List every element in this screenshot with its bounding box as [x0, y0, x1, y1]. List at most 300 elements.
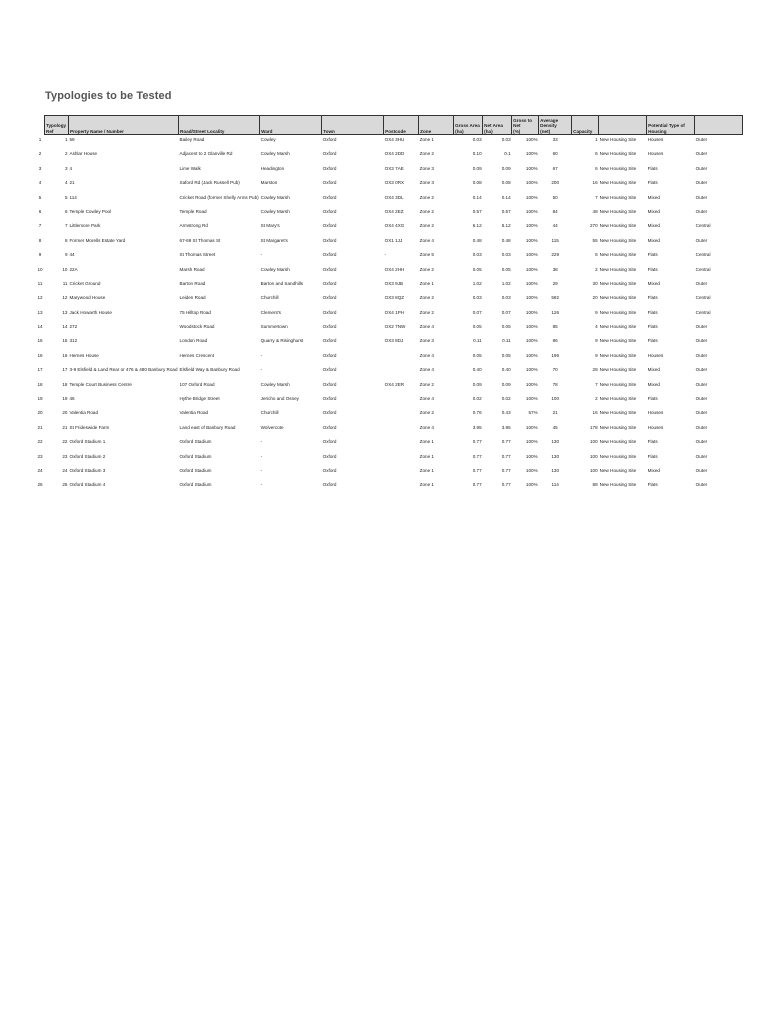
cell-average-density: 115 [551, 237, 559, 243]
cell-average-density: 84 [552, 208, 558, 214]
cell-typology-ref: 5 [64, 194, 68, 200]
cell-road-street: Adjacent to 2 Glanville Rd [179, 151, 233, 157]
cell-town: Oxford [322, 223, 337, 229]
cell-gross-area: 0.40 [472, 367, 482, 373]
cell-zone: Zone 2 [419, 194, 434, 200]
cell-gross-to-net: 100% [525, 165, 538, 171]
cell-ward: Cowley Marsh [260, 266, 290, 272]
cell-gross-to-net: 100% [525, 338, 538, 344]
cell-town: Oxford [322, 165, 337, 171]
cell-ward: Churchill [260, 410, 279, 416]
cell-net-area: 3.95 [501, 424, 511, 430]
cell-ward: - [260, 439, 263, 445]
cell-ward: - [260, 453, 263, 459]
cell-gross-to-net: 100% [525, 223, 538, 229]
cell-capacity: 100 [590, 439, 598, 445]
cell-road-street: Armstrong Rd [179, 223, 208, 229]
cell-road-street: Cricket Road (former Shelly Arms Pub) [179, 194, 259, 200]
cell-ward: Barton and Sandhills [260, 280, 304, 286]
cell-average-density: 130 [551, 439, 559, 445]
cell-ward: - [260, 367, 263, 373]
cell-site-type: New Housing Site [599, 180, 637, 186]
col-property-name-header: Property Name / Number [69, 116, 179, 135]
col-town-header: Town [322, 116, 384, 135]
cell-average-density: 196 [551, 352, 559, 358]
col-net-area-header: Net Area (ha) [483, 116, 512, 135]
cell-property-name: 44 [69, 252, 75, 258]
cell-property-name: Marywood House [69, 295, 106, 301]
cell-gross-to-net: 100% [525, 381, 538, 387]
cell-gross-area: 0.10 [472, 151, 482, 157]
table-row [45, 236, 743, 250]
cell-property-name: Oxford Stadium 4 [69, 482, 106, 488]
cell-gross-to-net: 100% [525, 309, 538, 315]
cell-town: Oxford [322, 280, 337, 286]
cell-gross-to-net: 100% [525, 280, 538, 286]
table-row [45, 480, 743, 494]
cell-net-area: 0.03 [501, 295, 511, 301]
cell-net-area: 0.77 [501, 467, 511, 473]
cell-average-density: 86 [552, 338, 558, 344]
col-zone-header: Zone [419, 116, 454, 135]
cell-average-density: 126 [551, 309, 559, 315]
table-row [45, 193, 743, 207]
cell-average-density: 38 [552, 266, 558, 272]
cell-site-type: New Housing Site [599, 137, 637, 142]
cell-zone: Zone 2 [419, 208, 434, 214]
typologies-table [44, 115, 743, 495]
cell-average-density: 130 [551, 467, 559, 473]
cell-road-street: Temple Road [179, 208, 207, 214]
table-body [45, 135, 743, 495]
cell-capacity: 28 [592, 367, 598, 373]
cell-zone: Zone 1 [419, 137, 434, 142]
cell-net-area: 1.02 [501, 280, 511, 286]
cell-potential-type: Mixed [647, 194, 660, 200]
cell-ward: - [260, 482, 263, 488]
cell-property-name: 21 [69, 180, 75, 186]
cell-town: Oxford [322, 295, 337, 301]
row-number: 24 [37, 467, 43, 473]
cell-zone: Zone 2 [419, 309, 434, 315]
cell-potential-type: Flats [647, 295, 658, 301]
cell-site-type: New Housing Site [599, 367, 637, 373]
cell-postcode: - [384, 252, 387, 258]
cell-net-area: 0.09 [501, 165, 511, 171]
cell-potential-type: Houses [647, 424, 664, 430]
cell-average-density: 50 [552, 194, 558, 200]
cell-average-density: 45 [552, 424, 558, 430]
cell-net-area: 0.05 [501, 324, 511, 330]
cell-town: Oxford [322, 309, 337, 315]
cell-ward: Clement's [260, 309, 281, 315]
cell-town: Oxford [322, 180, 337, 186]
cell-capacity: 55 [592, 237, 598, 243]
cell-site-type: New Housing Site [599, 396, 637, 402]
row-number: 21 [37, 424, 43, 430]
cell-zone: Zone 3 [419, 180, 434, 186]
col-average-density-header: Average Density (net) [539, 116, 572, 135]
table-row [45, 221, 743, 235]
cell-property-name: 312 [69, 338, 78, 344]
cell-net-area: 0.05 [501, 266, 511, 272]
col-ward-header: Ward [260, 116, 322, 135]
cell-postcode: OX3 9JB [384, 280, 404, 286]
cell-typology-ref: 11 [62, 280, 68, 286]
cell-zone: Zone 4 [419, 237, 434, 243]
cell-gross-area: 0.76 [472, 410, 482, 416]
cell-site-type: New Housing Site [599, 467, 637, 473]
cell-location: Central [695, 309, 711, 315]
cell-capacity: 16 [592, 180, 598, 186]
cell-gross-area: 0.02 [472, 396, 482, 402]
cell-capacity: 9 [595, 352, 598, 358]
cell-average-density: 67 [552, 165, 558, 171]
table-row [45, 408, 743, 422]
table-row [45, 149, 743, 163]
cell-average-density: 200 [551, 180, 559, 186]
cell-road-street: Oxford Stadium [179, 453, 212, 459]
cell-postcode: OX3 7AE [384, 165, 404, 171]
cell-potential-type: Flats [647, 396, 658, 402]
cell-gross-to-net: 100% [525, 482, 538, 488]
cell-location: Outer [695, 482, 708, 488]
cell-town: Oxford [322, 151, 337, 157]
table-row [45, 250, 743, 264]
cell-town: Oxford [322, 424, 337, 430]
cell-zone: Zone 2 [419, 223, 434, 229]
table-row [45, 380, 743, 394]
cell-town: Oxford [322, 352, 337, 358]
cell-gross-to-net: 100% [525, 237, 538, 243]
cell-gross-area: 0.48 [472, 237, 482, 243]
cell-postcode: OX3 0RX [384, 180, 405, 186]
cell-ward: - [260, 252, 263, 258]
cell-road-street: 75 Hilltop Road [179, 309, 211, 315]
cell-property-name: Oxford Stadium 3 [69, 467, 106, 473]
cell-site-type: New Housing Site [599, 280, 637, 286]
cell-potential-type: Flats [647, 266, 658, 272]
cell-property-name: Former Morells Estate Yard [69, 237, 126, 243]
row-number: 14 [37, 324, 43, 330]
table-row [45, 394, 743, 408]
cell-average-density: 44 [552, 223, 558, 229]
table-row [45, 423, 743, 437]
cell-gross-area: 0.77 [472, 482, 482, 488]
cell-town: Oxford [322, 237, 337, 243]
cell-gross-area: 0.03 [472, 137, 482, 142]
cell-typology-ref: 6 [64, 208, 68, 214]
cell-location: Central [695, 266, 711, 272]
cell-location: Outer [695, 194, 708, 200]
cell-potential-type: Flats [647, 338, 658, 344]
cell-gross-area: 0.03 [472, 252, 482, 258]
cell-potential-type: Mixed [647, 223, 660, 229]
row-number: 15 [37, 338, 43, 344]
cell-zone: Zone 1 [419, 482, 434, 488]
table-row [45, 164, 743, 178]
cell-road-street: Woodstock Road [179, 324, 215, 330]
row-number: 11 [37, 280, 43, 286]
cell-road-street: Saford Rd (Jack Russell Pub) [179, 180, 240, 186]
cell-net-area: 0.77 [501, 453, 511, 459]
cell-capacity: 20 [592, 295, 598, 301]
cell-zone: Zone 5 [419, 252, 434, 258]
row-number: 4 [38, 180, 42, 186]
cell-capacity: 2 [595, 266, 598, 272]
cell-gross-to-net: 100% [525, 324, 538, 330]
cell-location: Central [695, 223, 711, 229]
cell-ward: St Margaret's [260, 237, 288, 243]
cell-average-density: 60 [552, 151, 558, 157]
cell-site-type: New Housing Site [599, 151, 637, 157]
row-number: 9 [38, 252, 42, 258]
cell-capacity: 4 [595, 324, 598, 330]
cell-postcode [384, 394, 419, 408]
row-number: 23 [37, 453, 43, 459]
cell-potential-type: Mixed [647, 280, 660, 286]
cell-net-area: 0.77 [501, 482, 511, 488]
cell-typology-ref: 14 [62, 324, 68, 330]
row-number: 16 [37, 352, 43, 358]
cell-site-type: New Housing Site [599, 338, 637, 344]
col-postcode-header: Postcode [384, 116, 419, 135]
cell-gross-to-net: 100% [525, 137, 538, 142]
cell-site-type: New Housing Site [599, 482, 637, 488]
cell-ward: - [260, 352, 263, 358]
cell-town: Oxford [322, 396, 337, 402]
cell-postcode: OX4 3DL [384, 194, 404, 200]
cell-property-name: Hernes House [69, 352, 99, 358]
cell-gross-area: 0.08 [472, 180, 482, 186]
cell-property-name: 4 [69, 165, 73, 171]
col-road-street-header: Road/Street Locality [179, 116, 260, 135]
row-number: 22 [37, 439, 43, 445]
cell-capacity: 178 [590, 424, 598, 430]
cell-typology-ref: 21 [62, 424, 68, 430]
cell-gross-to-net: 100% [525, 424, 538, 430]
cell-property-name: Oxford Stadium 2 [69, 453, 106, 459]
cell-typology-ref: 16 [62, 352, 68, 358]
row-number: 2 [38, 151, 42, 157]
cell-road-street: Land east of Banbury Road [179, 424, 236, 430]
cell-road-street: Oxford Stadium [179, 439, 212, 445]
cell-potential-type: Flats [647, 439, 658, 445]
cell-road-street: Hythe Bridge Street [179, 396, 220, 402]
cell-postcode: OX3 8QZ [384, 295, 405, 301]
cell-potential-type: Flats [647, 482, 658, 488]
cell-capacity: 6 [595, 252, 598, 258]
cell-postcode [384, 365, 419, 379]
cell-net-area: 0.14 [501, 194, 511, 200]
cell-site-type: New Housing Site [599, 439, 637, 445]
cell-zone: Zone 3 [419, 338, 434, 344]
cell-zone: Zone 2 [419, 381, 434, 387]
table-row [45, 452, 743, 466]
cell-capacity: 6 [595, 151, 598, 157]
cell-road-street: Marsh Road [179, 266, 205, 272]
cell-postcode: OX4 2DD [384, 151, 405, 157]
cell-net-area: 0.43 [501, 410, 511, 416]
cell-road-street: Leiden Road [179, 295, 206, 301]
cell-net-area: 0.08 [501, 180, 511, 186]
cell-ward: Wolvercote [260, 424, 284, 430]
cell-average-density: 29 [552, 280, 558, 286]
cell-postcode: OX2 7NW [384, 324, 406, 330]
cell-gross-area: 0.57 [472, 208, 482, 214]
cell-gross-to-net: 100% [525, 295, 538, 301]
table-row [45, 265, 743, 279]
cell-net-area: 0.11 [502, 338, 511, 344]
cell-typology-ref: 19 [62, 396, 68, 402]
cell-site-type: New Housing Site [599, 453, 637, 459]
cell-road-street: Elsfield Way & Banbury Road [179, 367, 240, 373]
cell-zone: Zone 1 [419, 280, 434, 286]
cell-ward: Jericho and Osney [260, 396, 299, 402]
cell-gross-area: 0.14 [472, 194, 482, 200]
cell-typology-ref: 4 [64, 180, 68, 186]
cell-zone: Zone 1 [419, 439, 434, 445]
cell-property-name: 59 [69, 137, 75, 142]
cell-town: Oxford [322, 208, 337, 214]
row-number: 7 [38, 223, 42, 229]
cell-ward: Cowley Marsh [260, 194, 290, 200]
cell-site-type: New Housing Site [599, 194, 637, 200]
cell-gross-to-net: 100% [525, 252, 538, 258]
col-typology-ref-header: Typology Ref [45, 116, 69, 135]
cell-town: Oxford [322, 381, 337, 387]
cell-potential-type: Houses [647, 410, 664, 416]
table-row [45, 178, 743, 192]
cell-postcode: OX1 1JJ [384, 237, 403, 243]
cell-zone: Zone 2 [419, 266, 434, 272]
cell-ward: Quarry & Risinghurst [260, 338, 304, 344]
cell-location: Outer [695, 352, 708, 358]
cell-potential-type: Houses [647, 137, 664, 142]
cell-potential-type: Mixed [647, 208, 660, 214]
cell-zone: Zone 3 [419, 165, 434, 171]
cell-postcode: OX4 1PH [384, 309, 405, 315]
cell-town: Oxford [322, 194, 337, 200]
row-number: 18 [37, 381, 43, 387]
cell-net-area: 0.03 [501, 252, 511, 258]
cell-average-density: 85 [552, 324, 558, 330]
cell-site-type: New Housing Site [599, 309, 637, 315]
cell-gross-to-net: 100% [525, 151, 538, 157]
cell-typology-ref: 23 [62, 453, 68, 459]
cell-average-density: 229 [551, 252, 559, 258]
col-capacity-header: Capacity [572, 116, 599, 135]
cell-location: Outer [695, 208, 708, 214]
cell-gross-area: 1.02 [472, 280, 482, 286]
cell-site-type: New Housing Site [599, 165, 637, 171]
cell-zone: Zone 2 [419, 151, 434, 157]
cell-location: Outer [695, 165, 708, 171]
cell-capacity: 7 [595, 381, 598, 387]
cell-potential-type: Mixed [647, 381, 660, 387]
row-number: 25 [37, 482, 43, 488]
table-row [45, 293, 743, 307]
cell-zone: Zone 4 [419, 352, 434, 358]
col-gross-to-net-header: Gross to Net (%) [512, 116, 539, 135]
cell-town: Oxford [322, 367, 337, 373]
cell-location: Outer [695, 324, 708, 330]
cell-location: Outer [695, 137, 708, 142]
cell-site-type: New Housing Site [599, 352, 637, 358]
cell-road-street: London Road [179, 338, 208, 344]
cell-net-area: 0.09 [501, 381, 511, 387]
row-number: 5 [38, 194, 42, 200]
table-row [45, 437, 743, 451]
cell-typology-ref: 13 [62, 309, 68, 315]
cell-postcode [384, 480, 419, 494]
cell-property-name: Cricket Ground [69, 280, 101, 286]
cell-road-street: Oxford Stadium [179, 482, 212, 488]
cell-gross-area: 0.77 [472, 439, 482, 445]
cell-postcode [384, 408, 419, 422]
cell-road-street: Barton Road [179, 280, 206, 286]
table-row [45, 365, 743, 379]
table-row [45, 466, 743, 480]
cell-ward: Churchill [260, 295, 279, 301]
cell-gross-to-net: 100% [525, 266, 538, 272]
cell-site-type: New Housing Site [599, 237, 637, 243]
row-number: 10 [37, 266, 43, 272]
col-potential-type-header: Potential Type of Housing [647, 116, 695, 135]
cell-net-area: 0.57 [501, 208, 511, 214]
cell-net-area: 0.05 [501, 352, 511, 358]
cell-town: Oxford [322, 439, 337, 445]
cell-postcode [384, 452, 419, 466]
cell-ward: Summertown [260, 324, 288, 330]
cell-town: Oxford [322, 482, 337, 488]
cell-location: Outer [695, 280, 708, 286]
cell-potential-type: Flats [647, 309, 658, 315]
cell-site-type: New Housing Site [599, 223, 637, 229]
cell-average-density: 592 [551, 295, 559, 301]
cell-road-street: 67-69 St Thomas St [179, 237, 221, 243]
cell-average-density: 78 [552, 381, 558, 387]
cell-location: Outer [695, 180, 708, 186]
cell-gross-to-net: 100% [525, 194, 538, 200]
cell-net-area: 0.40 [501, 367, 511, 373]
table-row [45, 207, 743, 221]
cell-location: Outer [695, 467, 708, 473]
cell-site-type: New Housing Site [599, 266, 637, 272]
cell-town: Oxford [322, 252, 337, 258]
cell-property-name: 114 [69, 194, 77, 200]
cell-location: Central [695, 252, 711, 258]
cell-capacity: 48 [592, 208, 598, 214]
cell-capacity: 88 [592, 482, 598, 488]
cell-location: Central [695, 295, 711, 301]
cell-location: Outer [695, 396, 708, 402]
cell-gross-area: 0.09 [472, 381, 482, 387]
cell-gross-to-net: 100% [525, 453, 538, 459]
cell-location: Outer [695, 381, 708, 387]
cell-average-density: 21 [552, 410, 558, 416]
cell-gross-to-net: 100% [525, 396, 538, 402]
cell-property-name: 22A [69, 266, 78, 272]
cell-potential-type: Flats [647, 453, 658, 459]
row-number: 3 [38, 165, 42, 171]
row-number: 19 [37, 396, 43, 402]
cell-potential-type: Mixed [647, 367, 660, 373]
table-row [45, 336, 743, 350]
col-blank-1-header [599, 116, 647, 135]
cell-postcode [384, 437, 419, 451]
cell-property-name: 272 [69, 324, 78, 330]
